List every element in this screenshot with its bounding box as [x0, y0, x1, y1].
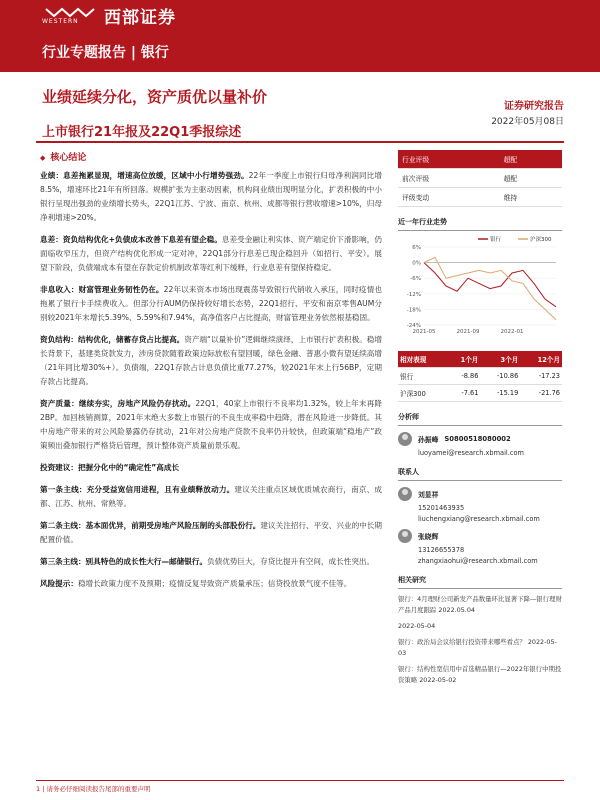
footer-note: 1 | 请务必仔细阅读报告尾部的重要声明: [36, 785, 151, 793]
sidebar: [398, 150, 562, 686]
rating-label: 行业评级: [398, 150, 500, 169]
report-type: 证券研究报告: [504, 101, 564, 112]
contact-name: 张晓辉: [418, 533, 439, 541]
perf-cell: -17.23: [520, 368, 562, 385]
rating-change-label: 评级变动: [398, 188, 500, 207]
paragraph-lead: 第一条主线：充分受益宽信用进程，且有业绩释放动力。: [40, 485, 235, 494]
body-paragraph: [40, 397, 382, 453]
body-paragraph: [40, 169, 382, 225]
title-divider: [36, 141, 564, 143]
body-paragraph: [40, 461, 382, 475]
paragraph-lead: 非息收入：财富管理业务韧性仍在。: [40, 285, 164, 294]
paragraph-list: [40, 169, 382, 591]
related-item[interactable]: 银行：4月理财公司新发产品数量环比显著下降—银行理财产品月度跟踪 2022.05.04: [398, 595, 562, 614]
related-item[interactable]: 银行：政治局会议给银行投资带来哪些看点？ 2022-05-03: [398, 638, 557, 657]
perf-head: 相对表现: [398, 351, 446, 368]
report-subtitle: 上市银行21年报及22Q1季报综述: [42, 125, 242, 140]
avatar-icon: [398, 487, 412, 501]
contact-phone: 15201463935: [418, 504, 465, 512]
body-paragraph: [40, 283, 382, 325]
contact-email[interactable]: liuchengxiang@research.xbmail.com: [418, 515, 540, 523]
body-paragraph: [40, 555, 382, 569]
rating-table: [398, 150, 562, 207]
perf-cell: -7.61: [446, 385, 480, 402]
avatar-icon: [398, 529, 412, 543]
analyst-email[interactable]: luoyamei@research.xbmail.com: [418, 449, 524, 457]
trend-chart-svg: [398, 233, 562, 343]
paragraph-lead: 风险提示：: [40, 579, 78, 588]
main-column: [40, 150, 382, 599]
body-paragraph: [40, 233, 382, 275]
footer-divider: [36, 780, 564, 781]
related-label: 相关研究: [398, 573, 562, 589]
contact-entry: [398, 487, 562, 501]
perf-cell: -15.19: [480, 385, 520, 402]
paragraph-lead: 第三条主线：别具特色的成长性大行—邮储银行。: [40, 557, 208, 566]
contact-entry: [398, 529, 562, 543]
trend-chart: [398, 233, 562, 343]
analyst-id: S0800518080002: [444, 435, 511, 443]
paragraph-text: 息差受金融让利实体、资产端定价下滑影响，仍面临收窄压力，但资产结构优化形成一定对冲，22Q1部分行息差已现企稳回升（如招行、平安）。展望下阶段，负债端成本有望在存款定价机制改革等红利下缓释，行业息差有望保持稳定。: [40, 235, 382, 272]
y-tick-label: 0%: [412, 260, 421, 267]
contact-phone: 13126655378: [418, 546, 465, 554]
body-paragraph: [40, 519, 382, 547]
paragraph-lead: 第二条主线：基本面优异，前期受房地产风险压制的头部股份行。: [40, 521, 261, 530]
y-tick-label: -24%: [406, 323, 421, 329]
report-title: 业绩延续分化，资产质优以量补价: [42, 88, 268, 106]
paragraph-text: 22年以来资本市场出现震荡导致银行代销收入承压，同时疫情也拖累了银行卡手续费收入。但部分行AUM仍保持较好增长态势，22Q1招行、平安和南京零售AUM分别较2021年末增长5.39%、5.59%和7.94%，高净值客户占比提高，财富管理业务依然根基稳固。: [40, 285, 382, 322]
related-item[interactable]: 银行：结构性宽信用中首选精品银行—2022年银行中期投资策略 2022-05-02: [398, 665, 562, 684]
contact-email[interactable]: zhangxiaohui@research.xbmail.com: [418, 557, 538, 565]
paragraph-text: 稳增长政策力度不及预期；疫情反复导致资产质量承压；信贷投放景气度不佳等。: [77, 579, 352, 588]
perf-head: 1个月: [446, 351, 480, 368]
perf-cell: -21.76: [520, 385, 562, 402]
chart-label: 近一年行业走势: [398, 215, 562, 231]
logo-cn: 西部证券: [104, 8, 176, 28]
perf-cell: -10.86: [480, 368, 520, 385]
paragraph-lead: 息差：资负结构优化+负债成本改善下息差有望企稳。: [40, 235, 222, 244]
related-item: 2022-05-04: [398, 622, 436, 630]
x-tick-label: 2022-01: [500, 329, 524, 335]
x-tick-label: 2021-09: [456, 329, 480, 335]
core-heading: ◆ 核心结论: [40, 150, 382, 163]
perf-head: 12个月: [520, 351, 562, 368]
analyst-entry: [398, 432, 562, 446]
paragraph-text: 负债优势巨大，存贷比提升有空间，成长性突出。: [207, 557, 375, 566]
perf-head: 3个月: [480, 351, 520, 368]
rating-value: 超配: [500, 150, 562, 169]
legend-label: 沪深300: [530, 237, 552, 243]
prev-rating-label: 前次评级: [398, 169, 500, 188]
perf-cell: 沪深300: [398, 385, 446, 402]
paragraph-lead: 业绩：息差拖累显现，增速高位放缓，区域中小行增势强劲。: [40, 171, 249, 180]
report-category: 行业专题报告 | 银行: [42, 45, 169, 61]
logo-en: WESTERN: [42, 18, 79, 25]
paragraph-text: 建议关注重点区域优质城农商行，南京、成都、江苏、杭州、常熟等。: [40, 485, 382, 508]
paragraph-text: 建议关注招行、平安、兴业的中长期配置价值。: [40, 521, 383, 544]
contact-name: 刘显祥: [418, 491, 439, 499]
y-tick-label: 6%: [412, 245, 421, 251]
y-tick-label: -12%: [406, 291, 421, 298]
perf-cell: -8.86: [446, 368, 480, 385]
performance-table: [398, 351, 562, 402]
y-tick-label: -6%: [410, 276, 421, 283]
contacts-label: 联系人: [398, 465, 562, 481]
paragraph-text: 资产端“以量补价”逻辑继续演绎，上市银行扩表积极。稳增长背景下，基建类贷款发力，涉房贷款随着政策边际放松有望回暖，绿色金融、普惠小微有望延续高增（21年同比增30%+）。负债端，22Q1存款占计息负债比重77.27%，较2021年末上行56BP，定期存款占比提高。: [40, 335, 382, 386]
perf-cell: 银行: [398, 368, 446, 385]
paragraph-lead: 投资建议：把握分化中的“确定性”高成长: [40, 463, 180, 472]
y-tick-label: -18%: [406, 307, 421, 314]
prev-rating-value: 超配: [500, 169, 562, 188]
body-paragraph: [40, 577, 382, 591]
rating-change-value: 维持: [500, 188, 562, 207]
report-header: [0, 0, 600, 72]
paragraph-text: 22Q1，40家上市银行不良率均1.32%，较上年末再降2BP。加回核销测算，2021年末绝大多数上市银行的不良生成率稳中趋降，潜在风险进一步降低。其中房地产带来的对公风险暴露仍存扰动，21年对公房地产贷款不良率仍升较快，但政策端“稳地产”政策频出叠加银行严格贷后管理，预计整体资产质量前景乐观。: [40, 399, 382, 450]
analyst-label: 分析师: [398, 410, 562, 426]
body-paragraph: [40, 483, 382, 511]
paragraph-lead: 资负结构：结构优化，储蓄存贷占比提高。: [40, 335, 185, 344]
legend-label: 银行: [490, 237, 502, 243]
x-tick-label: 2021-05: [412, 329, 436, 335]
paragraph-text: 22年一季度上市银行归母净利润同比增8.5%，增速环比21年有所回落。规模扩张为主驱动因素，机构间业绩出现明显分化，扩表积极的中小银行呈现出强劲的业绩增长势头，22Q1江苏、宁波、南京、杭州、成都等银行营收增速>10%，归母净利增速>20%。: [40, 171, 382, 222]
paragraph-lead: 资产质量：继续夯实，房地产风险仍存扰动。: [40, 399, 196, 408]
body-paragraph: [40, 333, 382, 389]
report-date: 2022年05月08日: [491, 117, 564, 127]
avatar-icon: [398, 432, 412, 446]
series-line: [424, 263, 556, 307]
analyst-name: 孙振峰: [418, 436, 439, 444]
